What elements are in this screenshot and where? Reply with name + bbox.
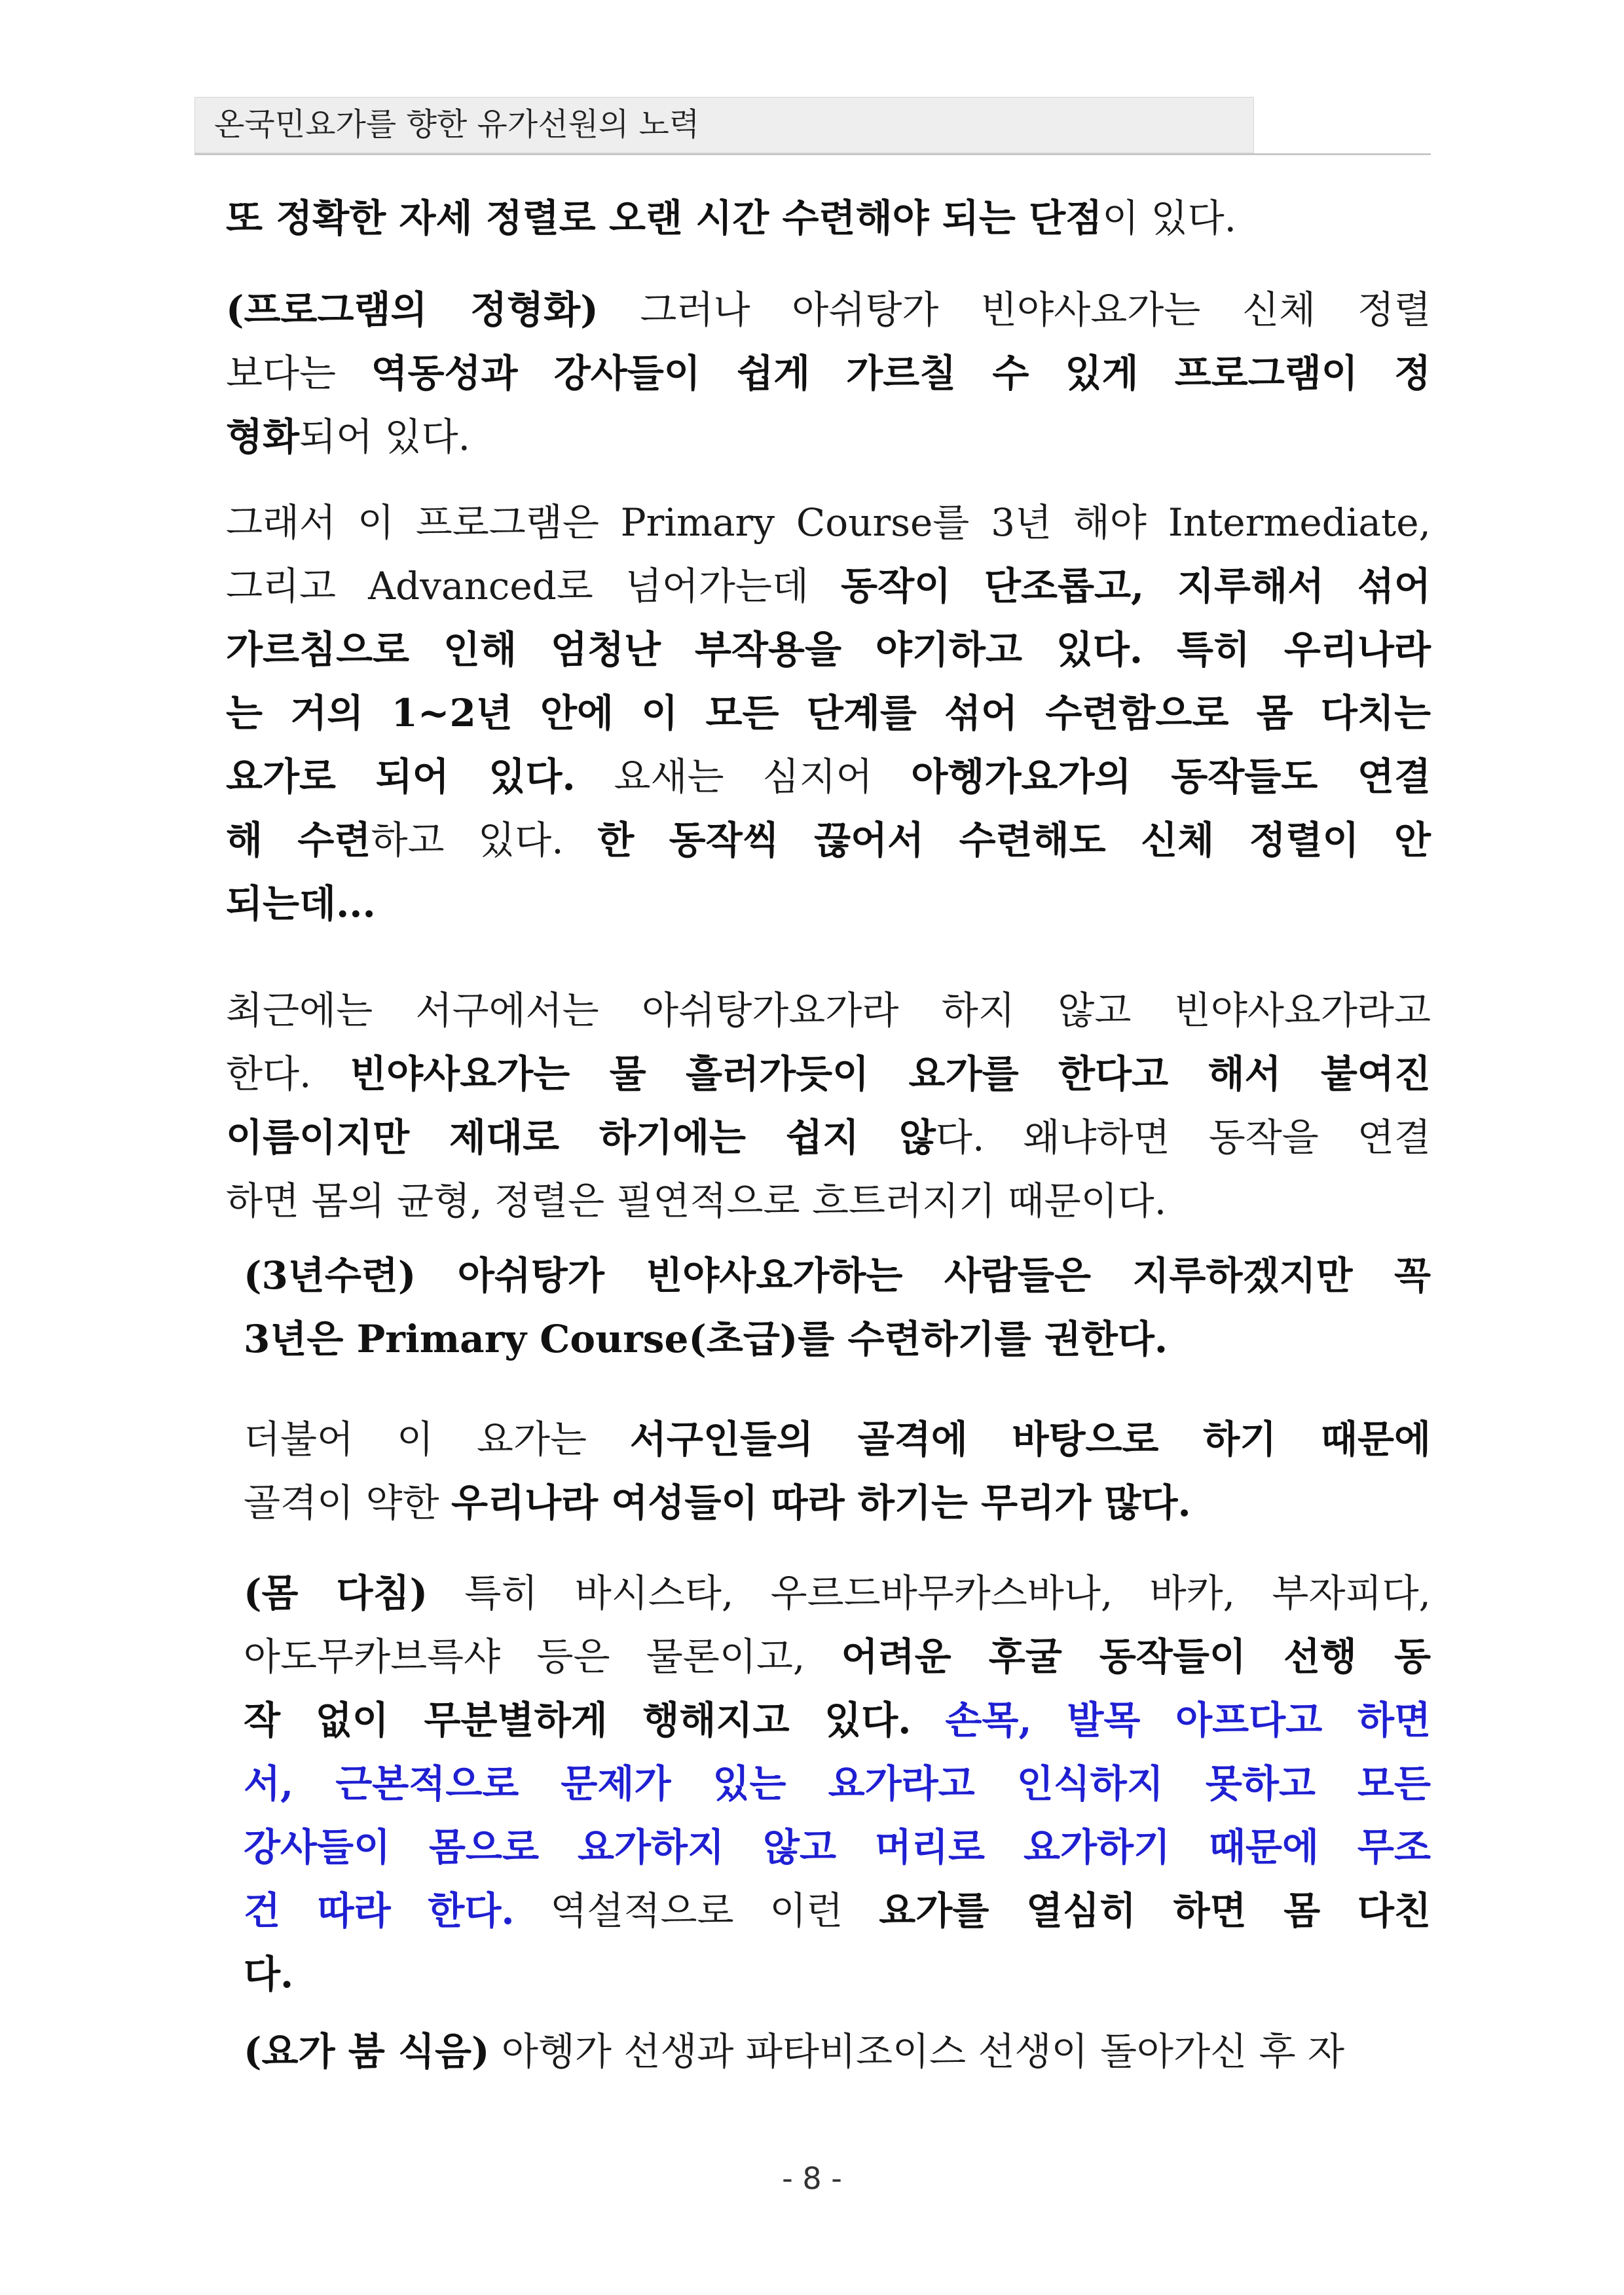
text-line [226,187,1431,250]
bold-text: 아헹가요가의 동작들도 연결 [911,754,1431,799]
bold-text: 동작이 단조롭고, 지루해서 섞어 [841,564,1431,608]
paragraph [244,1244,1431,1371]
highlighted-text: 건 따라 한다. [244,1888,515,1933]
text-line [244,1244,1431,1308]
paragraph [244,1562,1431,2006]
bold-text: 3년은 Primary Course(초급)를 수련하기를 권한다. [244,1317,1168,1361]
text-line [226,555,1431,618]
text-line [226,1042,1431,1106]
text-line [226,1169,1431,1233]
text-line [226,491,1431,555]
bold-text: 우리나라 여성들이 따라 하기는 무리가 많다. [451,1480,1191,1525]
bold-text: (프로그램의 정형화) [226,287,599,332]
text-run: 그리고 Advanced로 넘어가는데 [226,564,841,608]
text-run: 되어 있다. [299,414,471,459]
highlighted-text: 손목, 발목 아프다고 하면 [945,1698,1431,1742]
text-run: 한다. [226,1052,350,1096]
text-run: 역설적으로 이런 [514,1888,879,1933]
paragraph [226,491,1431,936]
paragraph [244,1408,1431,1535]
text-run [911,1698,945,1742]
bold-text: 이름이지만 제대로 하기에는 쉽지 않 [226,1115,936,1160]
bold-text: 또 정확한 자세 정렬로 오랜 시간 수련해야 되는 단점 [226,196,1103,240]
bold-text: 다. [244,1952,294,1996]
text-line [244,1625,1431,1689]
text-line [244,1408,1431,1471]
text-line [244,1752,1431,1816]
header-title: 온국민요가를 향한 유가선원의 노력 [214,106,700,143]
bold-text: 한 동작씩 끊어서 수련해도 신체 정렬이 안 [597,818,1431,862]
text-line [244,2020,1431,2084]
bold-text: (요가 붐 식음) [244,2029,490,2074]
text-line [226,618,1431,682]
bold-text: 요가로 되어 있다. [226,754,576,799]
bold-text: 되는데... [226,881,376,926]
paragraph [226,187,1431,250]
text-run: 요새는 심지어 [575,754,912,799]
text-run: 하고 있다. [371,818,598,862]
text-run: 다. 왜냐하면 동작을 연결 [935,1115,1431,1160]
text-line [244,1562,1431,1625]
text-run: 이 있다. [1102,196,1237,240]
text-line [244,1689,1431,1752]
bold-text: 가르침으로 인해 엄청난 부작용을 야기하고 있다. 특히 우리나라 [226,627,1431,672]
bold-text: 해 수련 [226,818,371,862]
header-divider [194,153,1431,155]
bold-text: 작 없이 무분별하게 행해지고 있다. [244,1698,912,1742]
text-run: 아헹가 선생과 파타비조이스 선생이 돌아가신 후 자 [489,2029,1345,2074]
text-line [226,278,1431,342]
highlighted-text: 강사들이 몸으로 요가하지 않고 머리로 요가하기 때문에 무조 [244,1825,1431,1869]
text-line [226,872,1431,936]
bold-text: 서구인들의 골격에 바탕으로 하기 때문에 [629,1417,1431,1461]
bold-text: 형화 [226,414,300,459]
text-run: 골격이 약한 [244,1480,452,1525]
text-line [244,1308,1431,1371]
text-line [226,342,1431,405]
text-run: 하면 몸의 균형, 정렬은 필연적으로 흐트러지기 때문이다. [226,1179,1167,1223]
text-line [244,1471,1431,1535]
bold-text: (몸 다침) [244,1571,428,1615]
text-line [226,1106,1431,1169]
text-line [244,1816,1431,1879]
text-run: 아도무카브륵샤 등은 물론이고, [244,1634,841,1679]
text-line [226,405,1431,469]
text-line [226,809,1431,872]
text-line [244,1943,1431,2006]
page-number: - 8 - [782,2161,842,2196]
text-run: 최근에는 서구에서는 아쉬탕가요가라 하지 않고 빈야사요가라고 [226,988,1431,1033]
bold-text: 는 거의 1~2년 안에 이 모든 단계를 섞어 수련함으로 몸 다치는 [226,691,1431,735]
bold-text: 빈야사요가는 물 흘러가듯이 요가를 한다고 해서 붙여진 [350,1052,1431,1096]
text-run: 그러나 아쉬탕가 빈야사요가는 신체 정렬 [598,287,1431,332]
paragraph [244,2020,1431,2084]
text-run: 특히 바시스타, 우르드바무카스바나, 바카, 부자피다, [428,1571,1431,1615]
text-run: 더불어 이 요가는 [244,1417,630,1461]
paragraph [226,979,1431,1233]
highlighted-text: 서, 근본적으로 문제가 있는 요가라고 인식하지 못하고 모든 [244,1761,1431,1806]
bold-text: 역동성과 강사들이 쉽게 가르칠 수 있게 프로그램이 정 [371,351,1431,395]
text-run: 보다는 [226,351,371,395]
text-line [226,979,1431,1042]
paragraph [226,278,1431,469]
text-line [226,682,1431,745]
text-line [244,1879,1431,1943]
bold-text: 요가를 열심히 하면 몸 다친 [879,1888,1431,1933]
text-line [226,745,1431,809]
bold-text: (3년수련) 아쉬탕가 빈야사요가하는 사람들은 지루하겠지만 꼭 [244,1253,1431,1298]
text-run: 그래서 이 프로그램은 Primary Course를 3년 해야 Intermediate, [226,500,1431,545]
bold-text: 어려운 후굴 동작들이 선행 동 [841,1634,1431,1679]
